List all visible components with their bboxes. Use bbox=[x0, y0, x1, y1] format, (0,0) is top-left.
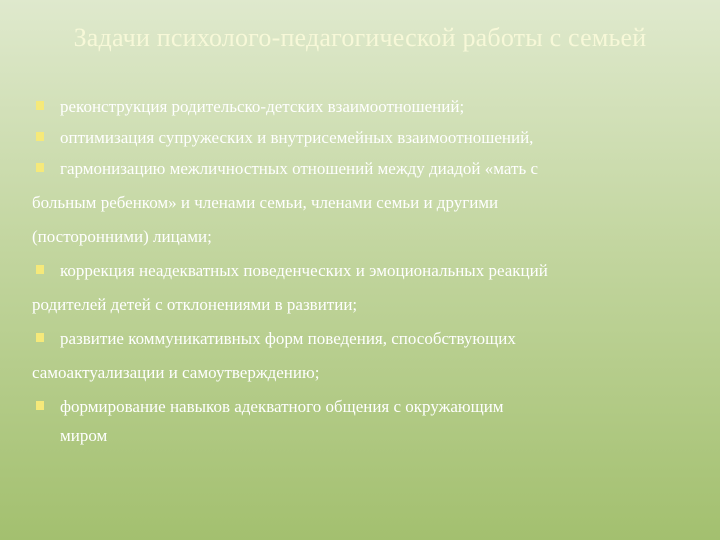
bullet-text: развитие коммуникативных форм поведения, способствующих bbox=[60, 329, 516, 348]
bullet-text: оптимизация супружеских и внутрисемейных взаимоотношений, bbox=[60, 128, 534, 147]
bullet-text: реконструкция родительско-детских взаимоотношений; bbox=[60, 97, 465, 116]
slide-title: Задачи психолого-педагогической работы с семьей bbox=[73, 23, 647, 52]
bullet-text-continuation: больным ребенком» и членами семьи, членами семьи и другими bbox=[32, 193, 499, 212]
bullet-item bbox=[0, 392, 720, 450]
bullet-item bbox=[0, 154, 720, 251]
square-bullet-icon bbox=[36, 132, 44, 141]
square-bullet-icon bbox=[36, 101, 44, 110]
square-bullet-icon bbox=[36, 265, 44, 274]
bullet-item bbox=[0, 123, 720, 152]
square-bullet-icon bbox=[36, 401, 44, 410]
bullet-item bbox=[0, 256, 720, 319]
bullet-text: гармонизацию межличностных отношений между диадой «мать с bbox=[60, 159, 539, 178]
bullet-item bbox=[0, 92, 720, 121]
bullet-text-continuation: (посторонними) лицами; bbox=[32, 227, 212, 246]
bullet-text-continuation: миром bbox=[60, 426, 108, 445]
bullet-text-continuation: родителей детей с отклонениями в развитии; bbox=[32, 295, 358, 314]
bullet-list bbox=[0, 92, 720, 450]
bullet-text: формирование навыков адекватного общения с окружающим bbox=[60, 397, 504, 416]
square-bullet-icon bbox=[36, 333, 44, 342]
square-bullet-icon bbox=[36, 163, 44, 172]
bullet-item bbox=[0, 324, 720, 387]
bullet-text-continuation: самоактуализации и самоутверждению; bbox=[32, 363, 320, 382]
bullet-text: коррекция неадекватных поведенческих и эмоциональных реакций bbox=[60, 261, 548, 280]
